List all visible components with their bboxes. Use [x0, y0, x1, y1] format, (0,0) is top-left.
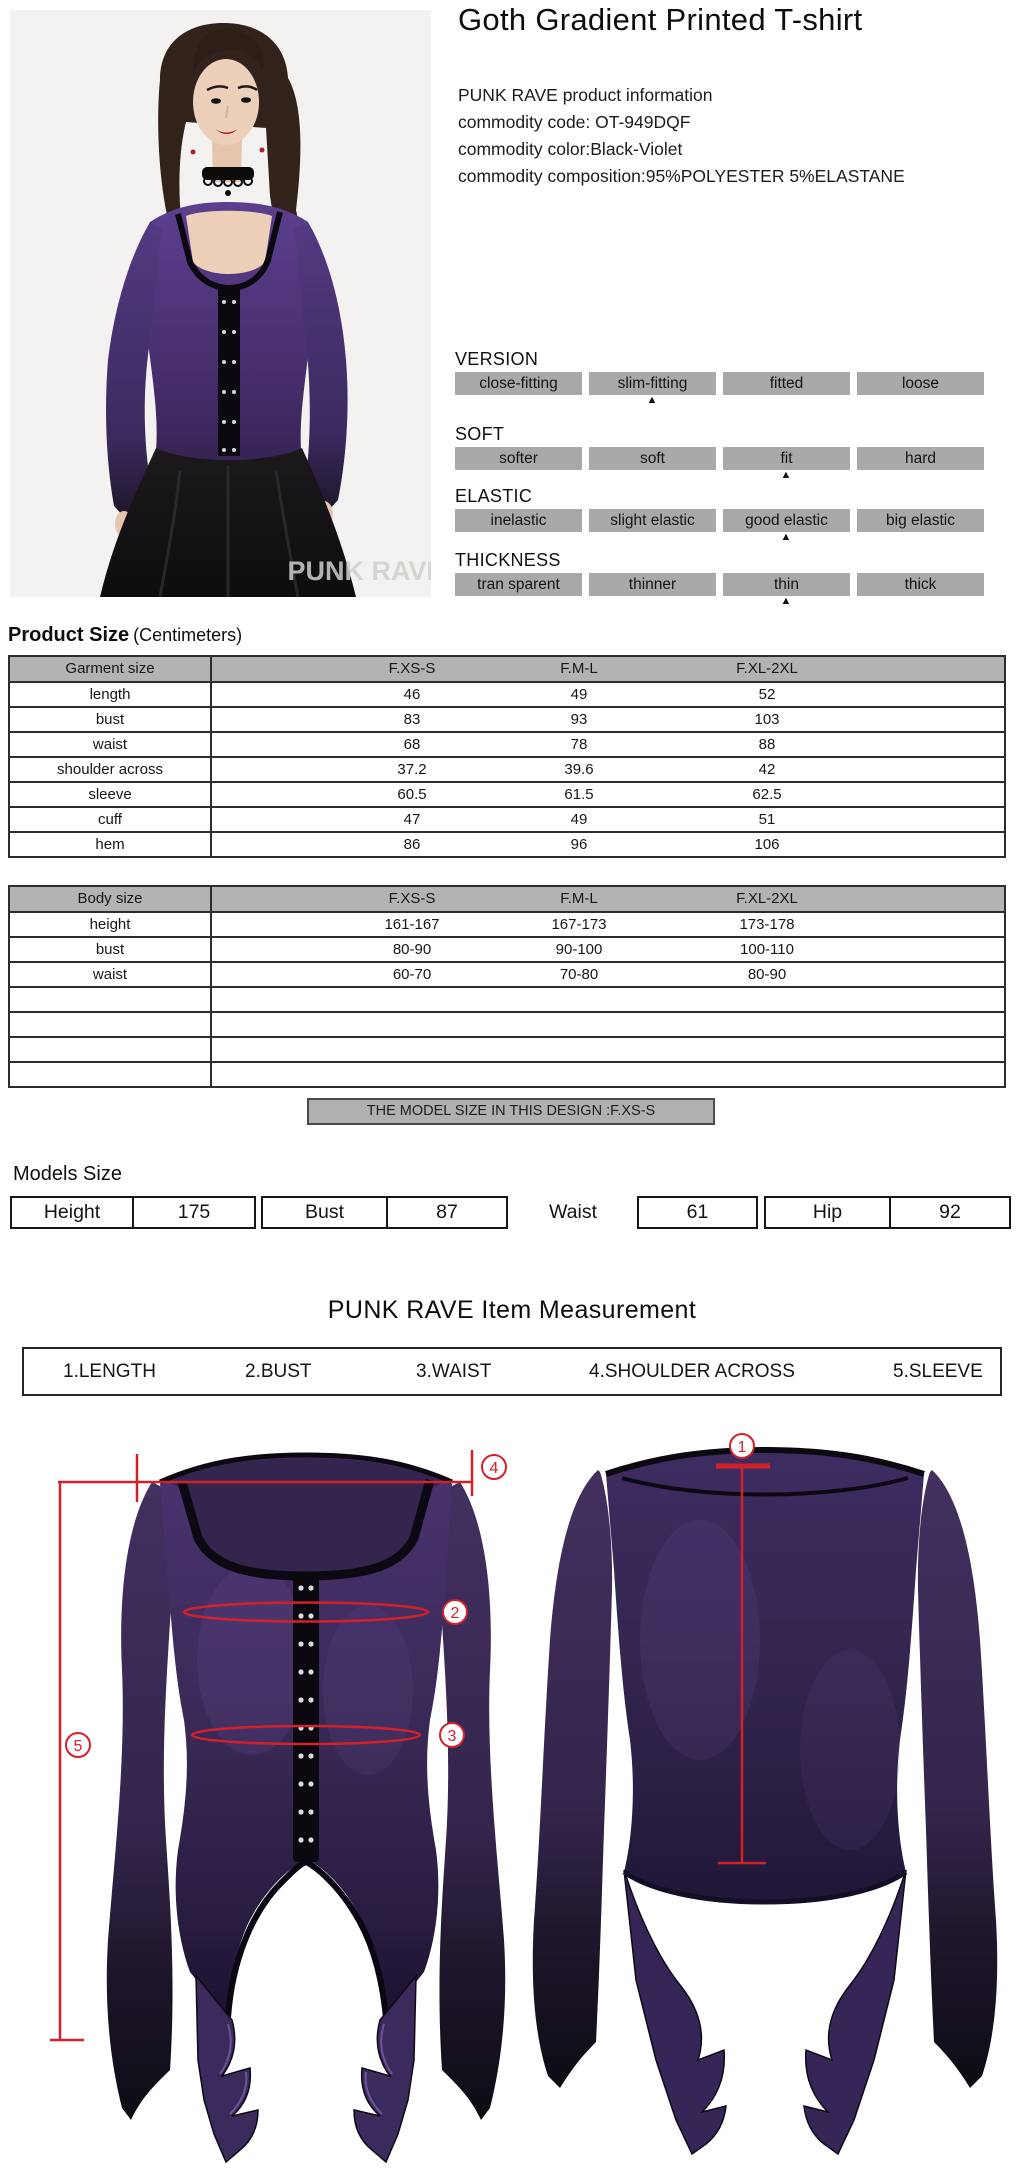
row-label: waist — [92, 966, 128, 983]
product-size-heading-units: (Centimeters) — [133, 625, 243, 645]
legend-item: 2.BUST — [245, 1361, 312, 1382]
size-value: 37.2 — [397, 761, 427, 778]
size-value: 167-173 — [551, 916, 607, 933]
left-earring — [191, 150, 196, 155]
table-row — [10, 833, 1004, 858]
attribute-option: slim-fitting — [589, 372, 716, 395]
attribute-option: fit — [723, 447, 850, 470]
size-value: 39.6 — [564, 761, 594, 778]
attribute-group-soft — [455, 424, 989, 484]
attribute-scales — [455, 349, 989, 610]
row-label: cuff — [98, 811, 122, 828]
size-value: 49 — [570, 686, 588, 703]
product-info — [458, 82, 905, 190]
table-empty-row — [10, 1038, 1004, 1063]
model-size-box-bust — [261, 1196, 508, 1229]
table-row — [10, 913, 1004, 938]
size-value: F.M-L — [560, 660, 598, 677]
size-value: 49 — [570, 811, 588, 828]
size-value: F.XS-S — [388, 890, 436, 907]
legend-item: 4.SHOULDER ACROSS — [589, 1361, 795, 1382]
models-size-row — [0, 1196, 1024, 1229]
model-size-label: Height — [43, 1201, 101, 1223]
photo-watermark: PUNK RAVE — [287, 556, 431, 586]
attribute-arrow-zone — [455, 395, 989, 409]
size-value: F.XL-2XL — [736, 890, 798, 907]
back-view — [533, 1450, 997, 2154]
size-value: 90-100 — [555, 941, 603, 958]
size-value: 100-110 — [740, 941, 794, 958]
table-empty-row — [10, 988, 1004, 1013]
marker-5: 5 — [73, 1738, 83, 1755]
size-value: F.XS-S — [388, 660, 436, 677]
size-value: 86 — [403, 836, 421, 853]
size-value: 70-80 — [559, 966, 599, 983]
row-label: bust — [95, 941, 125, 958]
size-value: 61.5 — [564, 786, 594, 803]
size-value: 62.5 — [752, 786, 782, 803]
attribute-heading: VERSION — [455, 349, 539, 369]
model-size-box-waist — [637, 1196, 758, 1229]
row-label: Body size — [77, 890, 143, 907]
size-value: 173-178 — [739, 916, 795, 933]
size-value: 161-167 — [384, 916, 440, 933]
table-row — [10, 783, 1004, 808]
legend-item: 5.SLEEVE — [893, 1361, 983, 1382]
body-size-table — [8, 885, 1006, 1088]
table-header-row — [10, 887, 1004, 913]
attribute-option: fitted — [723, 372, 850, 395]
attribute-option: close-fitting — [455, 372, 582, 395]
neckline-opening — [186, 211, 272, 274]
size-value: 78 — [570, 736, 588, 753]
table-empty-row — [10, 1013, 1004, 1038]
size-value: 68 — [403, 736, 421, 753]
left-eye — [211, 98, 221, 104]
attribute-option: softer — [455, 447, 582, 470]
back-right-tail — [804, 1870, 906, 2154]
selected-marker-arrow: ▲ — [780, 469, 792, 481]
model-photo — [10, 10, 431, 597]
table-row — [10, 808, 1004, 833]
choker-pendant — [225, 190, 231, 196]
attribute-arrow-zone — [455, 596, 989, 610]
model-size-value: 87 — [386, 1198, 506, 1227]
attribute-heading: ELASTIC — [455, 486, 533, 506]
back-left-tail — [624, 1870, 726, 2154]
attribute-group-version — [455, 349, 989, 409]
size-value: 47 — [403, 811, 421, 828]
front-view — [107, 1455, 505, 2162]
back-left-sleeve — [533, 1470, 612, 2088]
attribute-option: slight elastic — [589, 509, 716, 532]
attribute-option: tran sparent — [455, 573, 582, 596]
attribute-arrow-zone — [455, 470, 989, 484]
model-size-box-height — [10, 1196, 256, 1229]
table-empty-row — [10, 1063, 1004, 1088]
info-line-color: commodity color:Black-Violet — [458, 139, 683, 159]
attribute-option: good elastic — [723, 509, 850, 532]
model-size-label: Waist — [548, 1201, 598, 1223]
placket — [218, 286, 240, 456]
attribute-option: loose — [857, 372, 984, 395]
info-line: PUNK RAVE product information — [458, 85, 713, 105]
front-right-sleeve — [439, 1482, 505, 2120]
attribute-options-row — [455, 573, 989, 596]
size-value: 80-90 — [747, 966, 787, 983]
size-value: 96 — [570, 836, 588, 853]
right-earring — [260, 148, 265, 153]
attribute-option: thick — [857, 573, 984, 596]
column-divider — [210, 887, 212, 1086]
size-value: 83 — [403, 711, 421, 728]
table-row — [10, 708, 1004, 733]
selected-marker-arrow: ▲ — [780, 531, 792, 543]
attribute-option: inelastic — [455, 509, 582, 532]
table-row — [10, 758, 1004, 783]
size-value: 46 — [403, 686, 421, 703]
measurement-heading: PUNK RAVE Item Measurement — [327, 1296, 697, 1324]
table-row — [10, 963, 1004, 988]
attribute-option: thinner — [589, 573, 716, 596]
row-label: Garment size — [65, 660, 155, 677]
attribute-heading: SOFT — [455, 424, 505, 444]
info-line-code: commodity code: OT-949DQF — [458, 112, 691, 132]
measurement-legend — [22, 1347, 1002, 1396]
attribute-options-row — [455, 509, 989, 532]
row-label: waist — [92, 736, 128, 753]
garment-size-table — [8, 655, 1006, 858]
legend-item: 3.WAIST — [416, 1361, 492, 1382]
table-header-row — [10, 657, 1004, 683]
attribute-group-thickness — [455, 550, 989, 610]
attribute-option: thin — [723, 573, 850, 596]
marker-4: 4 — [489, 1460, 499, 1477]
row-label: shoulder across — [57, 761, 163, 778]
selected-marker-arrow: ▲ — [646, 394, 658, 406]
velvet-sheen — [800, 1650, 900, 1850]
size-value: F.M-L — [560, 890, 598, 907]
table-row — [10, 683, 1004, 708]
row-label: bust — [95, 711, 125, 728]
model-size-label: Hip — [812, 1201, 843, 1223]
size-value: 88 — [758, 736, 776, 753]
model-size-value: 61 — [686, 1201, 709, 1223]
size-value: 42 — [758, 761, 776, 778]
size-value: 106 — [754, 836, 780, 853]
table-row — [10, 733, 1004, 758]
row-label: length — [89, 686, 131, 703]
model-size-note: THE MODEL SIZE IN THIS DESIGN :F.XS-S — [307, 1098, 715, 1125]
attribute-option: soft — [589, 447, 716, 470]
row-label: hem — [95, 836, 125, 853]
row-label: sleeve — [88, 786, 132, 803]
velvet-sheen — [323, 1605, 413, 1775]
page-title: Goth Gradient Printed T-shirt — [458, 2, 863, 37]
column-divider — [210, 657, 212, 856]
model-size-label: Bust — [304, 1201, 344, 1223]
legend-item: 1.LENGTH — [63, 1361, 156, 1382]
marker-3: 3 — [447, 1728, 457, 1745]
attribute-options-row — [455, 372, 989, 395]
size-value: F.XL-2XL — [736, 660, 798, 677]
selected-marker-arrow: ▲ — [780, 595, 792, 607]
attribute-group-elastic — [455, 486, 989, 546]
front-placket — [293, 1572, 319, 1862]
measurement-diagram — [0, 1420, 1024, 2176]
model-size-value: 92 — [889, 1198, 1009, 1227]
size-value: 60-70 — [392, 966, 432, 983]
attribute-option: big elastic — [857, 509, 984, 532]
marker-1: 1 — [737, 1439, 747, 1456]
attribute-heading: THICKNESS — [455, 550, 561, 570]
model-size-box-hip — [764, 1196, 1011, 1229]
model-photo-illustration — [10, 10, 431, 597]
models-size-heading: Models Size — [13, 1163, 122, 1185]
attribute-arrow-zone — [455, 532, 989, 546]
size-value: 51 — [758, 811, 776, 828]
model-size-value: 175 — [132, 1198, 254, 1227]
table-row — [10, 938, 1004, 963]
size-value: 103 — [754, 711, 780, 728]
size-value: 52 — [758, 686, 776, 703]
info-line-composition: commodity composition:95%POLYESTER 5%ELASTANE — [458, 166, 905, 186]
right-eye — [241, 97, 251, 103]
back-right-sleeve — [918, 1470, 997, 2088]
front-left-sleeve — [107, 1482, 173, 2120]
size-value: 60.5 — [397, 786, 427, 803]
attribute-options-row — [455, 447, 989, 470]
row-label: height — [89, 916, 131, 933]
size-value: 80-90 — [392, 941, 432, 958]
product-size-heading — [8, 624, 242, 647]
size-value: 93 — [570, 711, 588, 728]
product-size-heading-bold: Product Size — [8, 624, 130, 646]
attribute-option: hard — [857, 447, 984, 470]
marker-2: 2 — [450, 1605, 460, 1622]
